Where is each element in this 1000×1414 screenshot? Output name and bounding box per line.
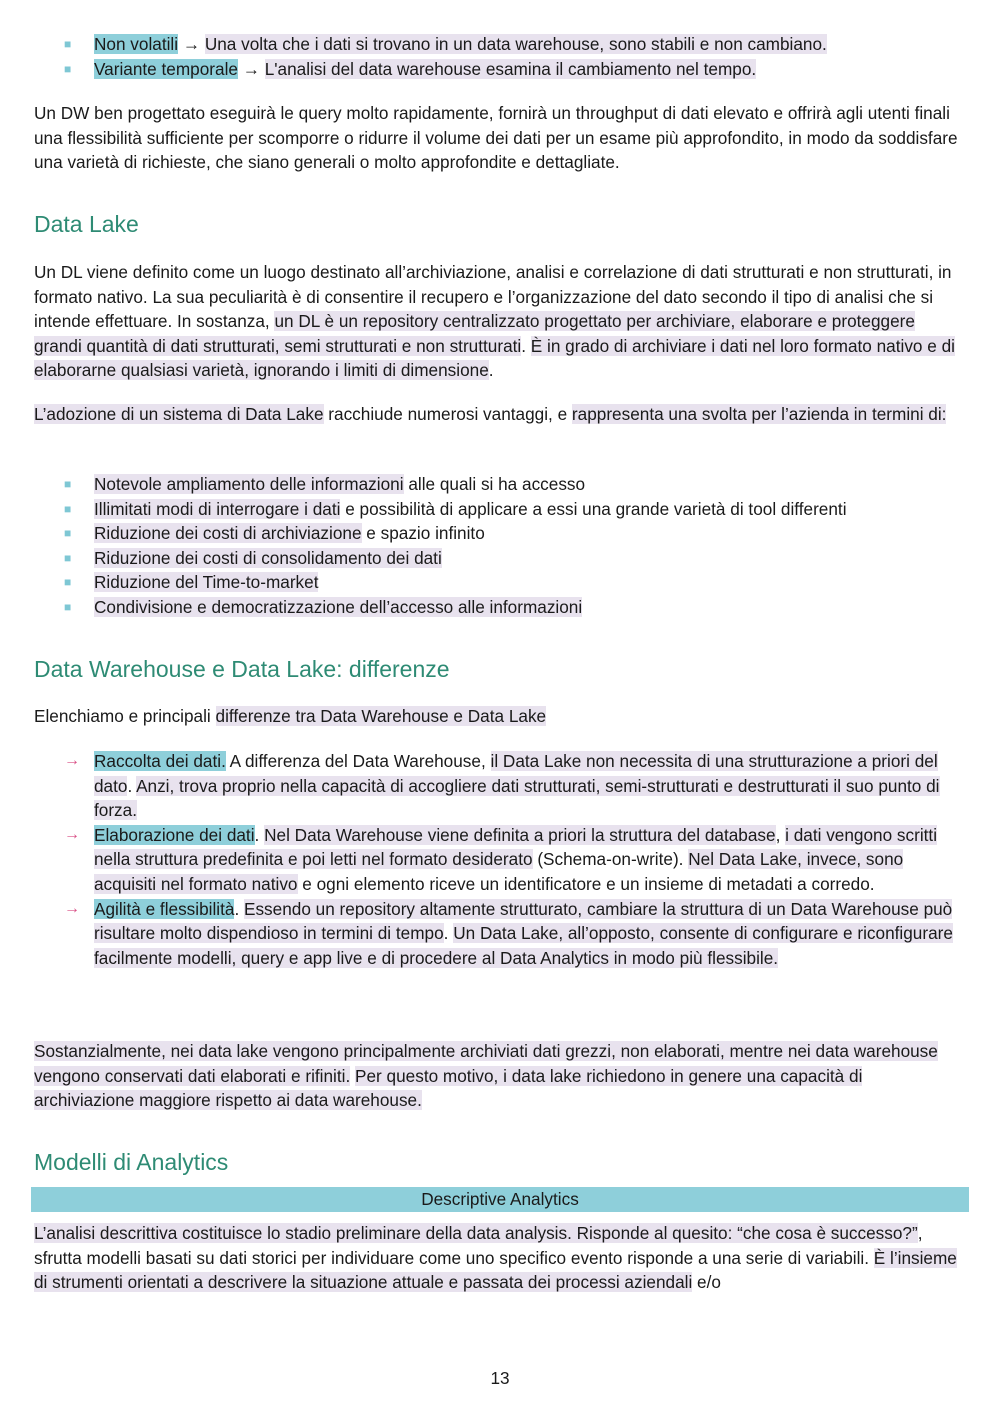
descriptive-analytics-band: Descriptive Analytics [31, 1187, 969, 1212]
list-item: ■ Illimitati modi di interrogare i dati e possibilità di applicare a essi una grande varietà di tool differenti [0, 497, 1000, 522]
square-bullet-icon: ■ [64, 550, 72, 565]
list-item: ■ Riduzione dei costi di archiviazione e spazio infinito [0, 521, 1000, 546]
arrow-bullet-icon: → [64, 752, 80, 769]
arrow-icon: → [182, 34, 201, 54]
arrow-icon: → [242, 58, 260, 79]
data-lake-definition: Un DL viene definito come un luogo destinato all’archiviazione, analisi e correlazione di dati strutturati e non strutturati, in formato nativo. La sua peculiarità è di consentire il recupero e l’organizzazione del dato secondo il tipo di analisi che si intende effettuare. In sostanza, un DL è un repository centralizzato progettato per archiviare, elaborare e proteggere grandi quantità di dati strutturati, semi strutturati e non strutturati. È in grado di archiviare i dati nel loro formato nativo e di elaborarne qualsiasi varietà, ignorando i limiti di dimensione. [34, 262, 955, 381]
square-bullet-icon: ■ [64, 61, 72, 76]
term: Non volatili [94, 34, 179, 54]
term: Variante temporale [94, 58, 238, 79]
difference-item: → Elaborazione dei dati. Nel Data Warehouse viene definita a priori la struttura del database, i dati vengono scritti nella struttura predefinita e poi letti nel formato desiderato (Schema-on-write). Nel Data Lake, invece, sono acquisiti nel formato nativo e ogni elemento riceve un identificatore e un insieme di metadati a corredo. [64, 824, 938, 894]
difference-item: → Agilità e flessibilità. Essendo un repository altamente strutturato, cambiare la struttura di un Data Warehouse può risultare molto dispendioso in termini di tempo. Un Data Lake, all’opposto, consente di configurare e riconfigurare facilmente modelli, query e app live e di procedere al Data Analytics in modo più flessibile. [64, 898, 953, 968]
differences-list [0, 749, 1000, 970]
list-item: ■ Riduzione dei costi di consolidamento dei dati [0, 546, 1000, 571]
top-bullet-list [0, 32, 1000, 81]
dw-paragraph: Un DW ben progettato eseguirà le query molto rapidamente, fornirà un throughput di dati elevato e offrirà agli utenti finali una flessibilità sufficiente per scomporre o ridurre il volume dei dati per un esame più approfondito, in modo da soddisfare una varietà di richieste, che siano generali o molto approfondite e dettagliate. [34, 103, 958, 173]
square-bullet-icon: ■ [64, 477, 72, 491]
arrow-bullet-icon: → [64, 899, 80, 917]
arrow-bullet-icon: → [64, 825, 80, 843]
square-bullet-icon: ■ [64, 575, 72, 590]
benefits-list [0, 472, 1000, 620]
page-number: 13 [490, 1368, 510, 1388]
heading-data-lake: Data Lake [34, 211, 139, 237]
summary-paragraph: Sostanzialmente, nei data lake vengono principalmente archiviati dati grezzi, non elaborati, mentre nei data warehouse vengono conservati dati elaborati e rifiniti. Per questo motivo, i data lake richiedono in genere una capacità di archiviazione maggiore rispetto ai data warehouse. [34, 1041, 938, 1111]
list-item: ■ Notevole ampliamento delle informazioni alle quali si ha accesso [0, 472, 1000, 497]
descriptive-analytics-paragraph: L’analisi descrittiva costituisce lo stadio preliminare della data analysis. Risponde al quesito: “che cosa è successo?”, sfrutta modelli basati su dati storici per individuare come uno specifico evento risponde a una serie di variabili. È l’insieme di strumenti orientati a descrivere la situazione attuale e passata dei processi aziendali e/o [34, 1223, 957, 1293]
square-bullet-icon: ■ [64, 37, 72, 51]
difference-term: Agilità e flessibilità [94, 898, 235, 919]
square-bullet-icon: ■ [64, 526, 72, 541]
difference-item: → Raccolta dei dati. A differenza del Data Warehouse, il Data Lake non necessita di una strutturazione a priori del dato. Anzi, trova proprio nella capacità di accogliere dati strutturati, semi-strutturati e destrutturati il suo punto di forza. [64, 751, 940, 821]
heading-analytics-models: Modelli di Analytics [34, 1149, 229, 1175]
differences-intro: Elenchiamo e principali differenze tra Data Warehouse e Data Lake [34, 706, 547, 726]
data-lake-adoption: L’adozione di un sistema di Data Lake racchiude numerosi vantaggi, e rappresenta una svolta per l’azienda in termini di: [34, 404, 947, 424]
heading-differences: Data Warehouse e Data Lake: differenze [34, 656, 450, 682]
square-bullet-icon: ■ [64, 501, 72, 516]
definition: L'analisi del data warehouse esamina il cambiamento nel tempo. [264, 58, 757, 79]
definition: Una volta che i dati si trovano in un data warehouse, sono stabili e non cambiano. [204, 34, 827, 54]
list-item: ■ Riduzione del Time-to-market [0, 570, 1000, 595]
square-bullet-icon: ■ [64, 599, 72, 614]
difference-term: Elaborazione dei dati [94, 824, 255, 845]
list-item: ■ Condivisione e democratizzazione dell’accesso alle informazioni [0, 595, 1000, 620]
difference-term: Raccolta dei dati. [94, 751, 226, 771]
list-item [0, 57, 1000, 82]
list-item [0, 32, 1000, 57]
